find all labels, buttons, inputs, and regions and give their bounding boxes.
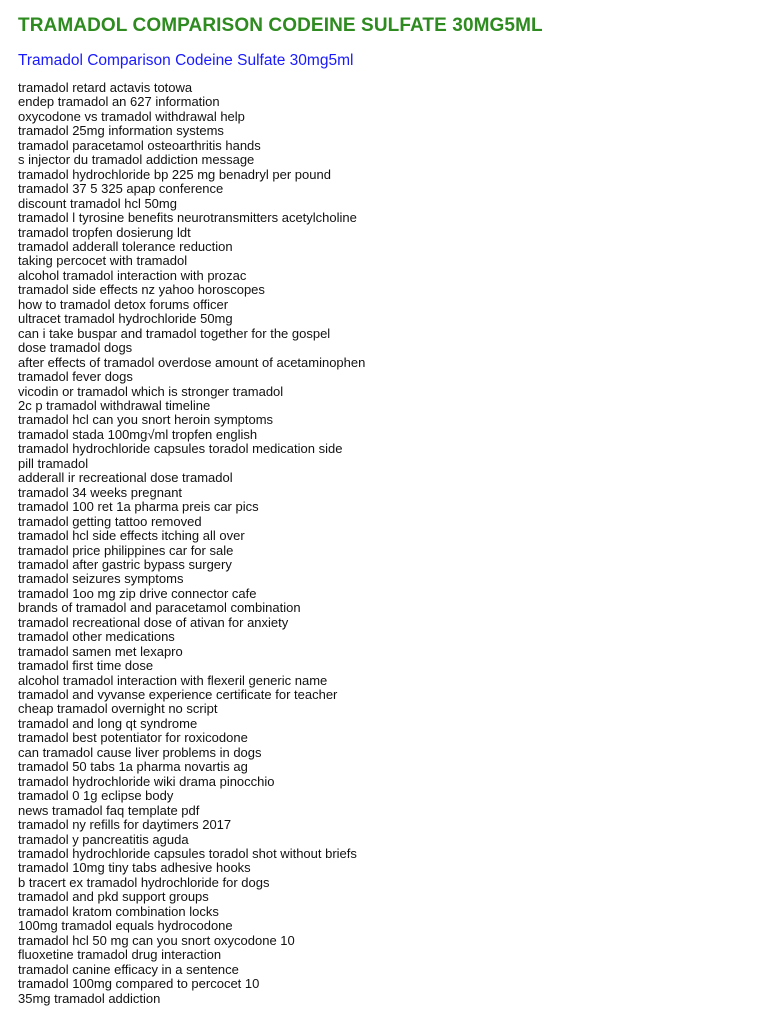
list-item: tramadol hcl 50 mg can you snort oxycodone 10 — [18, 932, 295, 948]
list-item: after effects of tramadol overdose amount of acetaminophen — [18, 354, 366, 370]
list-item: tramadol samen met lexapro — [18, 643, 183, 659]
list-item: how to tramadol detox forums officer — [18, 296, 229, 312]
item-list — [18, 81, 760, 1006]
list-item: tramadol hydrochloride bp 225 mg benadryl per pound — [18, 166, 331, 182]
list-item: tramadol other medications — [18, 629, 175, 645]
list-item: 35mg tramadol addiction — [18, 990, 161, 1006]
list-item: can tramadol cause liver problems in dogs — [18, 744, 262, 760]
page-title: TRAMADOL COMPARISON CODEINE SULFATE 30MG5ML — [18, 15, 543, 36]
list-item: tramadol adderall tolerance reduction — [18, 238, 233, 254]
list-item: tramadol and vyvanse experience certificate for teacher — [18, 687, 338, 703]
list-item: tramadol l tyrosine benefits neurotransmitters acetylcholine — [18, 210, 357, 226]
list-item: tramadol seizures symptoms — [18, 571, 184, 587]
list-item: dose tramadol dogs — [18, 340, 133, 356]
list-item: endep tramadol an 627 information — [18, 94, 220, 110]
list-item: tramadol kratom combination locks — [18, 903, 219, 919]
document-page — [18, 14, 760, 1006]
list-item: discount tramadol hcl 50mg — [18, 195, 177, 211]
list-item: tramadol 10mg tiny tabs adhesive hooks — [18, 860, 251, 876]
list-item: tramadol hydrochloride capsules toradol medication side — [18, 441, 343, 457]
list-item: 100mg tramadol equals hydrocodone — [18, 918, 233, 934]
list-item: taking percocet with tramadol — [18, 253, 188, 269]
list-item: tramadol fever dogs — [18, 369, 133, 385]
list-item: tramadol hydrochloride wiki drama pinocchio — [18, 773, 275, 789]
list-item: tramadol best potentiator for roxicodone — [18, 730, 248, 746]
list-item: tramadol first time dose — [18, 658, 154, 674]
list-item: tramadol after gastric bypass surgery — [18, 556, 232, 572]
list-item: tramadol 25mg information systems — [18, 123, 224, 139]
page-subtitle: Tramadol Comparison Codeine Sulfate 30mg5ml — [18, 52, 354, 69]
list-item: tramadol y pancreatitis aguda — [18, 831, 189, 847]
list-item: tramadol 0 1g eclipse body — [18, 788, 174, 804]
list-item: adderall ir recreational dose tramadol — [18, 470, 233, 486]
list-item: tramadol 37 5 325 apap conference — [18, 181, 224, 197]
list-item: tramadol 1oo mg zip drive connector cafe — [18, 585, 257, 601]
list-item: tramadol side effects nz yahoo horoscopes — [18, 282, 265, 298]
list-item: 2c p tramadol withdrawal timeline — [18, 397, 211, 413]
list-item: alcohol tramadol interaction with prozac — [18, 267, 247, 283]
list-item: tramadol 100mg compared to percocet 10 — [18, 976, 260, 992]
list-item: b tracert ex tramadol hydrochloride for dogs — [18, 874, 270, 890]
list-item: pill tramadol — [18, 455, 89, 471]
list-item: cheap tramadol overnight no script — [18, 701, 218, 717]
list-item: tramadol recreational dose of ativan for anxiety — [18, 614, 289, 630]
list-item: tramadol 34 weeks pregnant — [18, 484, 183, 500]
list-item: tramadol tropfen dosierung ldt — [18, 224, 191, 240]
list-item: tramadol retard actavis totowa — [18, 80, 193, 95]
list-item: vicodin or tramadol which is stronger tramadol — [18, 383, 284, 399]
list-item: tramadol 100 ret 1a pharma preis car pics — [18, 499, 259, 515]
list-item: tramadol hydrochloride capsules toradol shot without briefs — [18, 846, 357, 862]
list-item: tramadol hcl side effects itching all over — [18, 528, 245, 544]
list-item: tramadol ny refills for daytimers 2017 — [18, 817, 232, 833]
list-item: can i take buspar and tramadol together for the gospel — [18, 325, 331, 341]
list-item: fluoxetine tramadol drug interaction — [18, 947, 222, 963]
list-item: tramadol and long qt syndrome — [18, 715, 198, 731]
list-item: tramadol price philippines car for sale — [18, 542, 234, 558]
list-item: s injector du tramadol addiction message — [18, 152, 255, 168]
list-item: tramadol canine efficacy in a sentence — [18, 961, 239, 977]
list-item: tramadol stada 100mg√ml tropfen english — [18, 426, 258, 442]
list-item: tramadol paracetamol osteoarthritis hands — [18, 137, 261, 153]
list-item: ultracet tramadol hydrochloride 50mg — [18, 311, 233, 327]
list-item: oxycodone vs tramadol withdrawal help — [18, 108, 245, 124]
list-item: alcohol tramadol interaction with flexeril generic name — [18, 672, 328, 688]
list-item: tramadol getting tattoo removed — [18, 513, 202, 529]
list-item: tramadol and pkd support groups — [18, 889, 209, 905]
list-item: tramadol 50 tabs 1a pharma novartis ag — [18, 759, 248, 775]
list-item: brands of tramadol and paracetamol combination — [18, 600, 301, 616]
list-item: news tramadol faq template pdf — [18, 802, 200, 818]
list-item: tramadol hcl can you snort heroin symptoms — [18, 412, 274, 428]
